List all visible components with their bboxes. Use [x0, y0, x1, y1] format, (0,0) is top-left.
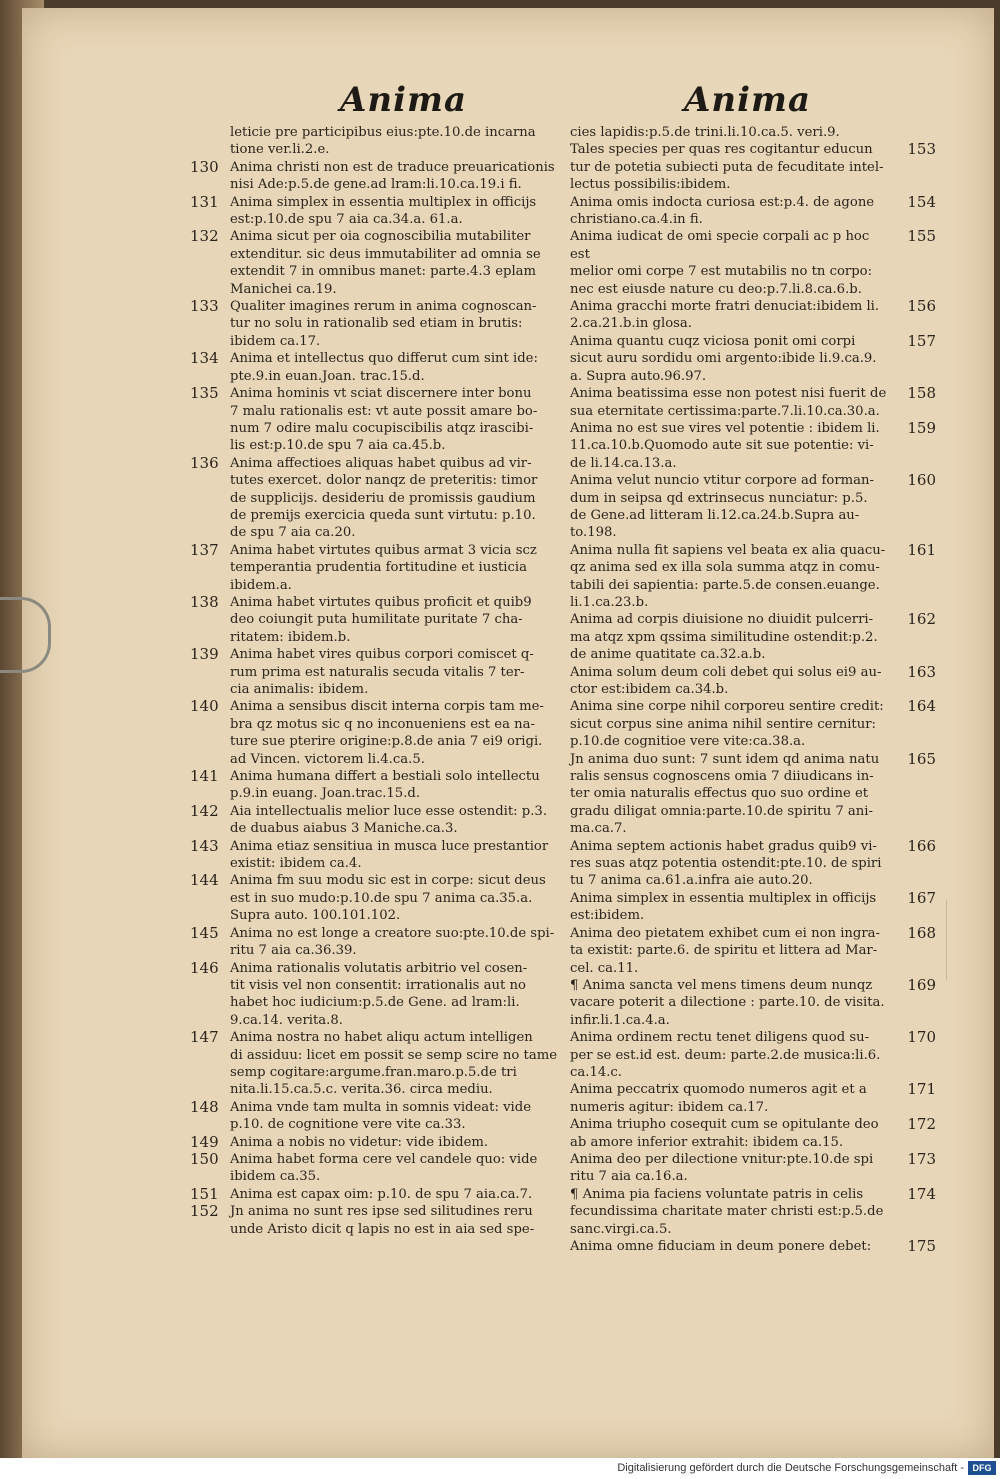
- entry-text: Tales species per quas res cogitantur educun tur de potetia subiecti puta de fecuditate intel- lectus possibilis:ibidem.: [570, 142, 884, 193]
- entry-number: 130: [190, 157, 219, 176]
- entry-number: 154: [907, 192, 936, 211]
- entry-text: ¶ Anima pia faciens voluntate patris in celis fecundissima charitate mater christi est:p.5.de sanc.virgi.ca.5.: [570, 1186, 884, 1237]
- entry-text: Anima ordinem rectu tenet diligens quod su- per se est.id est. deum: parte.2.de musica:li.6. ca.14.c.: [570, 1030, 881, 1080]
- entry-text: Anima quantu cuqz viciosa ponit omi corpi sicut auru sordidu omi argento:ibide li.9.ca.9. a. Supra auto.96.97.: [570, 333, 877, 384]
- entry-text: Anima hominis vt sciat discernere inter bonu 7 malu rationalis est: vt aute possit amare bo- num 7 odire malu cocupiscibilis atqz irascibi- lis est:p.10.de spu 7 aia ca.45.b.: [230, 386, 538, 454]
- entry-text: Anima beatissima esse non potest nisi fuerit de sua eternitate certissima:parte.7.li.10.ca.30.a.: [570, 386, 887, 419]
- index-entry: [570, 124, 950, 141]
- entry-text: Jn anima duo sunt: 7 sunt idem qd anima natu ralis sensus cognoscens omia 7 diiudicans in- ter omia naturalis effectus quo suo ordine et gradu diligat omnia:parte.10.de spiritu 7 ani- ma.ca.7.: [570, 751, 880, 837]
- entry-number: 159: [907, 418, 936, 437]
- entry-number: 152: [190, 1202, 219, 1221]
- entry-number: 162: [907, 610, 936, 629]
- entry-number: 175: [907, 1237, 936, 1255]
- index-entry: [190, 960, 570, 1030]
- entry-number: 160: [907, 471, 936, 490]
- entry-text: Anima christi non est de traduce preuaricationis nisi Ade:p.5.de gene.ad lram:li.10.ca.19.i fi.: [230, 159, 555, 193]
- entry-text: Anima iudicat de omi specie corpali ac p hoc est melior omi corpe 7 est mutabilis no tn corpo: nec est eiusde nature cu deo:p.7.li.8.ca.6.b.: [570, 229, 873, 297]
- entry-number: 150: [190, 1149, 219, 1168]
- entry-text: Anima gracchi morte fratri denuciat:ibidem li. 2.ca.21.b.in glosa.: [570, 299, 880, 332]
- index-entry: [570, 298, 950, 333]
- index-entry: [190, 646, 570, 698]
- index-entry: [570, 1151, 950, 1186]
- index-entry: [570, 611, 950, 663]
- entry-text: Anima sicut per oia cognoscibilia mutabiliter extenditur. sic deus immutabiliter ad omnia se extendit 7 in omnibus manet: parte.4.3 eplam Manichei ca.19.: [230, 229, 541, 297]
- index-entry: [190, 803, 570, 838]
- entry-text: Anima no est longe a creatore suo:pte.10.de spi- ritu 7 aia ca.36.39.: [230, 925, 555, 959]
- index-entry: [570, 1186, 950, 1238]
- entry-text: Anima a nobis no videtur: vide ibidem.: [230, 1134, 489, 1150]
- entry-text: Anima simplex in essentia multiplex in officijs est:ibidem.: [570, 890, 877, 924]
- index-entry: [190, 838, 570, 873]
- entry-text: Anima deo per dilectione vnitur:pte.10.de spi ritu 7 aia ca.16.a.: [570, 1151, 874, 1185]
- entry-number: 140: [190, 697, 219, 716]
- index-entry: [570, 838, 950, 890]
- entry-number: 153: [907, 140, 936, 159]
- entry-text: Anima omne fiduciam in deum ponere debet:: [570, 1239, 872, 1254]
- entry-number: 131: [190, 192, 219, 211]
- entry-text: Anima a sensibus discit interna corpis tam me- bra qz motus sic q no inconueniens est ea na- ture sue pterire origine:p.8.de ania 7 ei9 origi. ad Vincen. victorem li.4.ca.5.: [230, 699, 544, 767]
- entry-number: 161: [907, 540, 936, 559]
- entry-number: 151: [190, 1184, 219, 1203]
- entry-text: Anima habet forma cere vel candele quo: vide ibidem ca.35.: [230, 1151, 538, 1185]
- index-entry: [190, 159, 570, 194]
- entry-number: 167: [907, 888, 936, 907]
- entry-text: Anima triupho cosequit cum se opitulante deo ab amore inferior extrahit: ibidem ca.15.: [570, 1117, 879, 1150]
- entry-text: Jn anima no sunt res ipse sed silitudines reru unde Aristo dicit q lapis no est in aia sed spe-: [230, 1204, 535, 1237]
- index-entry: [570, 1029, 950, 1081]
- entry-text: Anima vnde tam multa in somnis videat: vide p.10. de cognitione vere vite ca.33.: [230, 1099, 532, 1133]
- entry-number: 145: [190, 923, 219, 942]
- right-column: [570, 124, 950, 1255]
- entry-text: Anima affectioes aliquas habet quibus ad vir- tutes exercet. dolor nanqz de preteritis: timor de supplicijs. desideriu de promissis gaudium de premijs exercicia queda sunt virtutu: p.10. de spu 7 aia ca.20.: [230, 455, 538, 541]
- entry-text: Anima nostra no habet aliqu actum intelligen di assiduu: licet em possit se semp scire no tame semp cogitare:argume.fran.maro.p.5.de tri nita.li.15.ca.5.c. verita.36. circa mediu.: [230, 1030, 558, 1098]
- dfg-logo: DFG: [968, 1461, 996, 1475]
- entry-text: ¶ Anima sancta vel mens timens deum nunqz vacare poterit a dilectione : parte.10. de visita. infir.li.1.ca.4.a.: [570, 977, 885, 1028]
- entry-text: Anima habet virtutes quibus armat 3 vicia scz temperantia prudentia fortitudine et iusticia ibidem.a.: [230, 542, 537, 593]
- entry-number: 134: [190, 349, 219, 368]
- entry-text: Anima sine corpe nihil corporeu sentire credit: sicut corpus sine anima nihil sentire cernitur: p.10.de cognitioe vere vite:ca.38.a.: [570, 699, 884, 750]
- index-entry: [190, 350, 570, 385]
- entry-text: Anima peccatrix quomodo numeros agit et a numeris agitur: ibidem ca.17.: [570, 1082, 867, 1115]
- entry-text: Anima etiaz sensitiua in musca luce prestantior existit: ibidem ca.4.: [230, 838, 549, 872]
- entry-text: Anima fm suu modu sic est in corpe: sicut deus est in suo mudo:p.10.de spu 7 anima ca.35.a. Supra auto. 100.101.102.: [230, 873, 546, 924]
- index-entry: [190, 1203, 570, 1238]
- entry-text: Anima solum deum coli debet qui solus ei9 au- ctor est:ibidem ca.34.b.: [570, 664, 882, 697]
- left-column: [190, 124, 570, 1238]
- index-entry: [570, 698, 950, 750]
- index-entry: [190, 925, 570, 960]
- entry-text: Anima rationalis volutatis arbitrio vel cosen- tit visis vel non consentit: irrationalis aut no habet hoc iudicium:p.5.de Gene. ad lram:li. 9.ca.14. verita.8.: [230, 960, 528, 1028]
- entry-text: leticie pre participibus eius:pte.10.de incarna tione ver.li.2.e.: [230, 125, 536, 158]
- index-entry: [190, 698, 570, 768]
- entry-number: 137: [190, 540, 219, 559]
- entry-number: 142: [190, 801, 219, 820]
- index-entry: [570, 194, 950, 229]
- index-entry: [190, 1099, 570, 1134]
- entry-number: 146: [190, 958, 219, 977]
- running-header-left: Anima: [340, 80, 468, 120]
- entry-number: 138: [190, 592, 219, 611]
- margin-mark: [946, 900, 947, 980]
- index-entry: [190, 124, 570, 159]
- entry-text: Qualiter imagines rerum in anima cognoscan- tur no solu in rationalib sed etiam in brutis: ibidem ca.17.: [230, 299, 537, 349]
- entry-number: 157: [907, 331, 936, 350]
- index-entry: [190, 768, 570, 803]
- entry-number: 165: [907, 749, 936, 768]
- footer-text: Digitalisierung gefördert durch die Deutsche Forschungsgemeinschaft -: [617, 1462, 964, 1474]
- entry-number: 136: [190, 453, 219, 472]
- entry-text: Anima nulla fit sapiens vel beata ex alia quacu- qz anima sed ex illa sola summa atqz in comu- tabili dei sapientia: parte.5.de consen.euange. li.1.ca.23.b.: [570, 542, 886, 610]
- running-header-right: Anima: [684, 80, 812, 120]
- entry-number: 143: [190, 836, 219, 855]
- entry-text: Anima habet virtutes quibus proficit et quib9 deo coiungit puta humilitate puritate 7 cha- ritatem: ibidem.b.: [230, 594, 532, 645]
- entry-number: 139: [190, 645, 219, 664]
- index-entry: [190, 298, 570, 350]
- entry-number: 147: [190, 1028, 219, 1047]
- index-entry: [570, 1116, 950, 1151]
- entry-number: 170: [907, 1028, 936, 1047]
- index-entry: [570, 751, 950, 838]
- index-entry: [190, 1029, 570, 1099]
- index-entry: [570, 542, 950, 612]
- index-entry: [190, 594, 570, 646]
- index-entry: [570, 1238, 950, 1255]
- entry-number: 163: [907, 662, 936, 681]
- entry-number: 168: [907, 923, 936, 942]
- index-entry: [570, 141, 950, 193]
- entry-number: 141: [190, 767, 219, 786]
- entry-number: 148: [190, 1097, 219, 1116]
- index-entry: [190, 1151, 570, 1186]
- index-entry: [570, 228, 950, 298]
- entry-text: Anima no est sue vires vel potentie : ibidem li. 11.ca.10.b.Quomodo aute sit sue potentie: vi- de li.14.ca.13.a.: [570, 420, 880, 471]
- digitization-footer: [0, 1458, 1000, 1479]
- entry-text: cies lapidis:p.5.de trini.li.10.ca.5. veri.9.: [570, 125, 840, 140]
- entry-number: 166: [907, 836, 936, 855]
- entry-text: Anima septem actionis habet gradus quib9 vi- res suas atqz potentia ostendit:pte.10. de spiri tu 7 anima ca.61.a.infra aie auto.20.: [570, 838, 882, 889]
- entry-text: Anima omis indocta curiosa est:p.4. de agone christiano.ca.4.in fi.: [570, 194, 875, 228]
- index-entry: [190, 872, 570, 924]
- entry-number: 133: [190, 297, 219, 316]
- index-entry: [570, 1081, 950, 1116]
- entry-number: 144: [190, 871, 219, 890]
- page-clasp: [0, 597, 51, 673]
- entry-number: 171: [907, 1080, 936, 1099]
- index-entry: [190, 1186, 570, 1203]
- index-entry: [190, 542, 570, 594]
- entry-number: 155: [907, 227, 936, 246]
- index-entry: [570, 472, 950, 542]
- entry-text: Aia intellectualis melior luce esse ostendit: p.3. de duabus aiabus 3 Maniche.ca.3.: [230, 803, 548, 837]
- index-entry: [570, 925, 950, 977]
- entry-number: 169: [907, 975, 936, 994]
- entry-number: 132: [190, 227, 219, 246]
- entry-text: Anima humana differt a bestiali solo intellectu p.9.in euang. Joan.trac.15.d.: [230, 769, 540, 802]
- entry-number: 156: [907, 297, 936, 316]
- entry-number: 172: [907, 1115, 936, 1134]
- index-entry: [570, 385, 950, 420]
- index-entry: [570, 890, 950, 925]
- entry-number: 149: [190, 1132, 219, 1151]
- entry-number: 174: [907, 1184, 936, 1203]
- entry-text: Anima deo pietatem exhibet cum ei non ingra- ta existit: parte.6. de spiritu et littera ad Mar- cel. ca.11.: [570, 925, 880, 976]
- entry-text: Anima et intellectus quo differut cum sint ide: pte.9.in euan.Joan. trac.15.d.: [230, 351, 538, 384]
- entry-number: 158: [907, 384, 936, 403]
- entry-number: 135: [190, 384, 219, 403]
- index-entry: [190, 194, 570, 229]
- entry-text: Anima est capax oim: p.10. de spu 7 aia.ca.7.: [230, 1186, 533, 1202]
- entry-number: 164: [907, 697, 936, 716]
- index-entry: [190, 385, 570, 455]
- index-entry: [570, 664, 950, 699]
- entry-number: 173: [907, 1149, 936, 1168]
- index-entry: [570, 977, 950, 1029]
- index-entry: [570, 333, 950, 385]
- entry-text: Anima simplex in essentia multiplex in officijs est:p.10.de spu 7 aia ca.34.a. 61.a.: [230, 194, 537, 228]
- entry-text: Anima habet vires quibus corpori comiscet q- rum prima est naturalis secuda vitalis 7 ter- cia animalis: ibidem.: [230, 647, 534, 697]
- index-entry: [570, 420, 950, 472]
- index-entry: [190, 228, 570, 298]
- index-entry: [190, 455, 570, 542]
- entry-text: Anima velut nuncio vtitur corpore ad forman- dum in seipsa qd extrinsecus nunciatur: p.5. de Gene.ad litteram li.12.ca.24.b.Supra au- to.198.: [570, 473, 874, 541]
- entry-text: Anima ad corpis diuisione no diuidit pulcerri- ma atqz xpm qssima similitudine ostendit:p.2. de anime quatitate ca.32.a.b.: [570, 612, 878, 663]
- index-entry: [190, 1134, 570, 1151]
